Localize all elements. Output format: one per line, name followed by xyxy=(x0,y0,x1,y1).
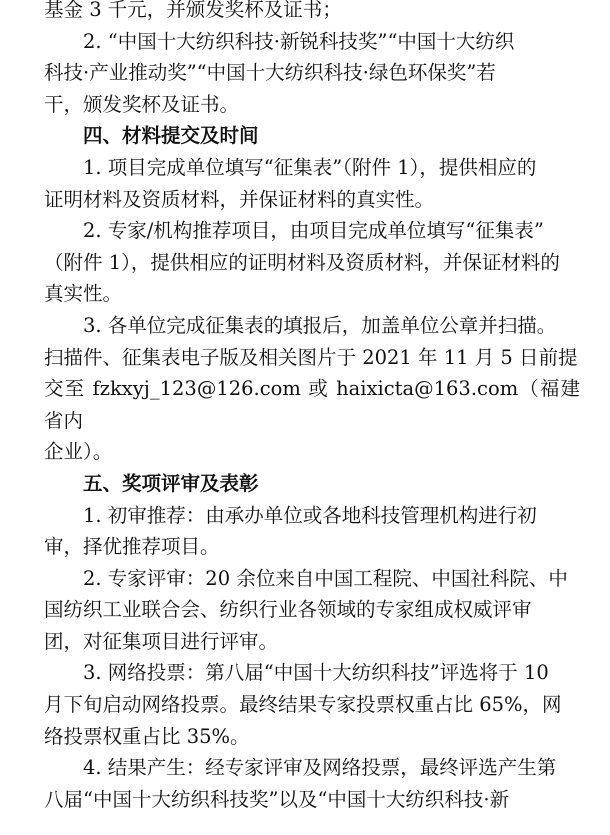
section-heading-5 xyxy=(44,468,580,500)
section-title: 四、材料提交及时间 xyxy=(83,124,259,148)
text-line: 2. “中国十大纺织科技·新锐科技奖”“中国十大纺织 xyxy=(83,29,515,53)
award-fund-line xyxy=(44,0,580,26)
text-line: 真实性。 xyxy=(44,282,123,306)
paragraph-review-1 xyxy=(44,500,580,563)
text-line: 3. 网络投票：第八届“中国十大纺织科技”评选将于 10 xyxy=(83,661,549,685)
paragraph-review-2 xyxy=(44,563,580,658)
text-line: 证明材料及资质材料，并保证材料的真实性。 xyxy=(44,187,435,211)
text-line: 3. 各单位完成征集表的填报后，加盖单位公章并扫描。 xyxy=(83,313,557,337)
text-line: 月下旬启动网络投票。最终结果专家投票权重占比 65%，网 xyxy=(44,693,562,717)
text-line: 2. 专家/机构推荐项目，由项目完成单位填写“征集表” xyxy=(83,219,544,243)
document-body xyxy=(44,0,580,815)
section-title: 五、奖项评审及表彰 xyxy=(83,471,259,495)
paragraph-submit-2 xyxy=(44,215,580,310)
text-line: 1. 项目完成单位填写“征集表”（附件 1），提供相应的 xyxy=(83,155,537,179)
text-line: 基金 3 千元，并颁发奖杯及证书； xyxy=(44,0,342,21)
text-line: 扫描件、征集表电子版及相关图片于 2021 年 11 月 5 日前提 xyxy=(44,345,578,369)
text-line: 企业）。 xyxy=(44,440,113,464)
paragraph-submit-3 xyxy=(44,310,580,468)
text-line: 国纺织工业联合会、纺织行业各领域的专家组成权威评审 xyxy=(44,598,532,622)
text-line: 4. 结果产生：经专家评审及网络投票，最终评选产生第 xyxy=(83,756,557,780)
text-line: （附件 1），提供相应的证明材料及资质材料，并保证材料的 xyxy=(44,250,560,274)
text-line: 科技·产业推动奖”“中国十大纺织科技·绿色环保奖”若 xyxy=(44,61,496,85)
text-line: 干，颁发奖杯及证书。 xyxy=(44,92,240,116)
paragraph-award-2 xyxy=(44,26,580,121)
text-line: 团，对征集项目进行评审。 xyxy=(44,629,279,653)
section-heading-4 xyxy=(44,120,580,152)
email-line: 交至 fzkxyj_123@126.com 或 haixicta@163.com（福建省内 xyxy=(44,377,580,432)
paragraph-submit-1 xyxy=(44,152,580,215)
paragraph-review-4 xyxy=(44,752,580,815)
text-line: 审，择优推荐项目。 xyxy=(44,535,220,559)
paragraph-review-3 xyxy=(44,657,580,752)
text-line: 络投票权重占比 35%。 xyxy=(44,724,250,748)
text-line: 八届“中国十大纺织科技奖”以及“中国十大纺织科技·新 xyxy=(44,787,510,811)
text-line: 1. 初审推荐：由承办单位或各地科技管理机构进行初 xyxy=(83,503,537,527)
text-line: 2. 专家评审：20 余位来自中国工程院、中国社科院、中 xyxy=(83,566,568,590)
